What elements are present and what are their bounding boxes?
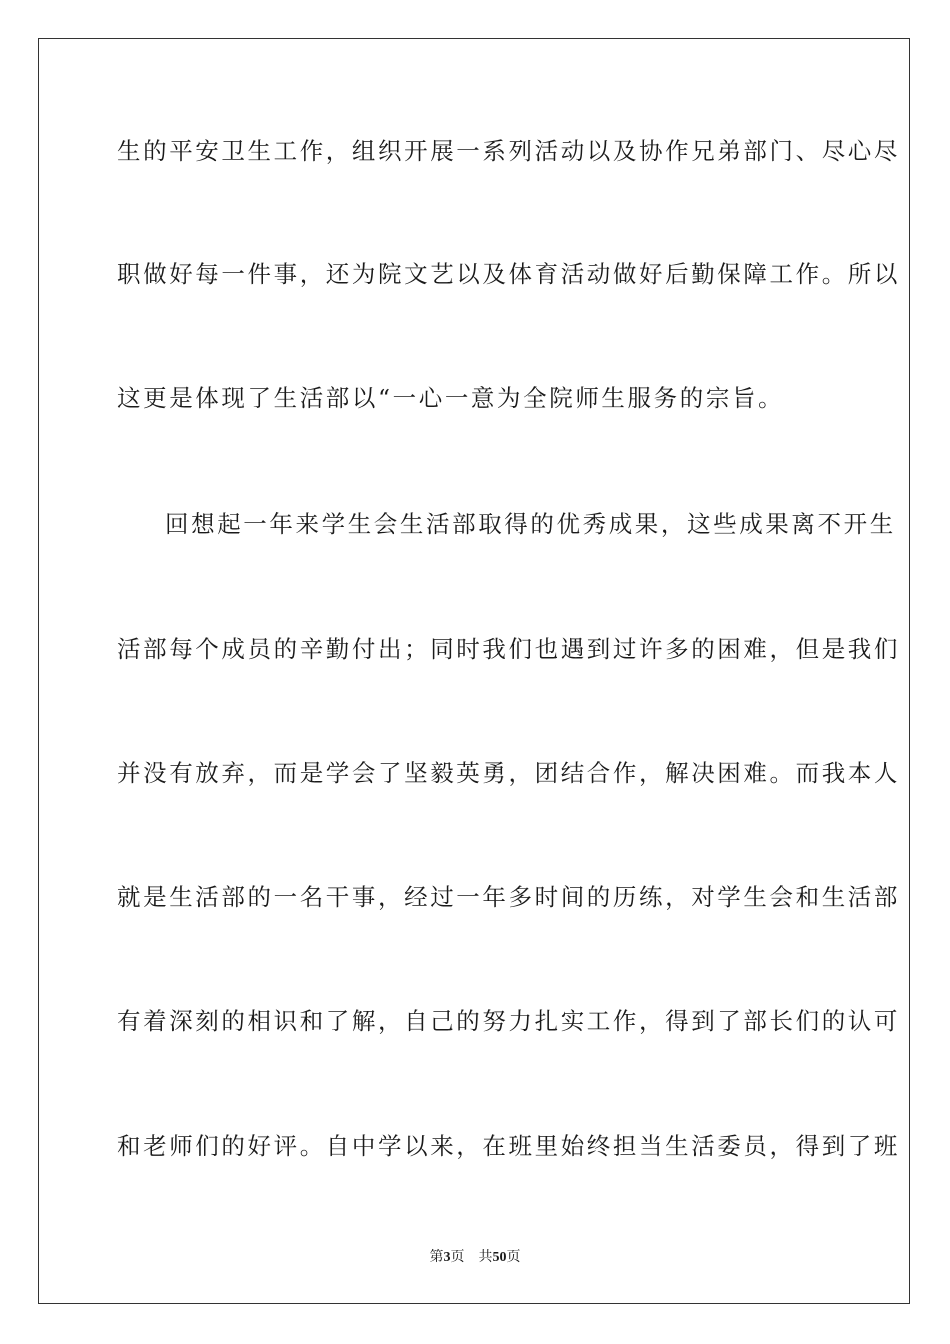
page-border [38,38,910,1304]
body-text-line: 有着深刻的相识和了解，自己的努力扎实工作，得到了部长们的认可 [117,1007,900,1035]
total-label-prefix: 共 [478,1249,493,1265]
page-footer [0,1248,950,1267]
paragraph-first-line: 回想起一年来学生会生活部取得的优秀成果，这些成果离不开生 [165,510,896,538]
body-text-line: 职做好每一件事，还为院文艺以及体育活动做好后勤保障工作。所以 [117,260,900,288]
total-label-suffix: 页 [506,1249,521,1265]
total-pages: 50 [492,1250,507,1265]
body-text-line: 活部每个成员的辛勤付出；同时我们也遇到过许多的困难，但是我们 [117,635,900,663]
body-text-line: 生的平安卫生工作，组织开展一系列活动以及协作兄弟部门、尽心尽 [117,137,900,165]
body-text-line: 和老师们的好评。自中学以来，在班里始终担当生活委员，得到了班 [117,1132,900,1160]
page-number: 3 [443,1250,451,1265]
page-label-suffix: 页 [450,1249,465,1265]
body-text-line: 这更是体现了生活部以“一心一意为全院师生服务的宗旨。 [117,384,785,412]
body-text-line: 就是生活部的一名干事，经过一年多时间的历练，对学生会和生活部 [117,883,900,911]
body-text-line: 并没有放弃，而是学会了坚毅英勇，团结合作，解决困难。而我本人 [117,759,900,787]
page-label-prefix: 第 [429,1249,444,1265]
